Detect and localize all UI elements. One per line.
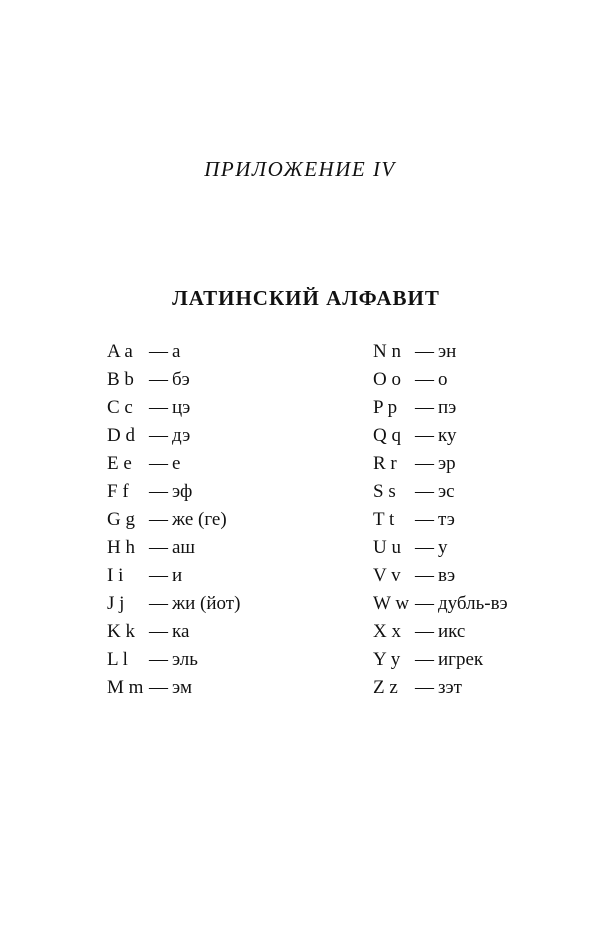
letter-name: дубль-вэ [438, 593, 508, 614]
latin-letters: J j [107, 593, 125, 614]
letter-name: игрек [438, 649, 484, 670]
dash: — [149, 481, 168, 502]
letter-name: у [438, 537, 448, 558]
alphabet-row [373, 478, 508, 506]
alphabet-row [373, 618, 508, 646]
latin-letters: S s [373, 481, 396, 502]
dash: — [415, 481, 434, 502]
letter-name: эль [172, 649, 198, 670]
letter-name: эс [438, 481, 455, 502]
latin-letters: F f [107, 481, 129, 502]
latin-letters: E e [107, 453, 132, 474]
latin-letters: C c [107, 397, 133, 418]
dash: — [149, 425, 168, 446]
alphabet-row [373, 562, 508, 590]
letter-name: е [172, 453, 181, 474]
dash: — [149, 593, 168, 614]
dash: — [149, 397, 168, 418]
alphabet-row [373, 338, 508, 366]
latin-letters: A a [107, 341, 133, 362]
alphabet-row [373, 534, 508, 562]
latin-letters: T t [373, 509, 395, 530]
alphabet-row [107, 422, 240, 450]
latin-letters: B b [107, 369, 134, 390]
alphabet-row [107, 366, 240, 394]
dash: — [415, 565, 434, 586]
dash: — [149, 453, 168, 474]
dash: — [415, 509, 434, 530]
alphabet-column-left [107, 338, 240, 702]
letter-name: о [438, 369, 448, 390]
dash: — [415, 649, 434, 670]
alphabet-row [373, 674, 508, 702]
letter-name: дэ [172, 425, 191, 446]
alphabet-row [373, 590, 508, 618]
latin-letters: Q q [373, 425, 401, 446]
alphabet-row [107, 562, 240, 590]
dash: — [415, 677, 434, 698]
letter-name: эм [172, 677, 193, 698]
letter-name: жи (йот) [172, 593, 241, 614]
letter-name: эр [438, 453, 456, 474]
letter-name: и [172, 565, 183, 586]
dash: — [149, 369, 168, 390]
alphabet-row [373, 646, 508, 674]
dash: — [149, 509, 168, 530]
alphabet-row [373, 506, 508, 534]
latin-letters: Y y [373, 649, 401, 670]
latin-letters: I i [107, 565, 124, 586]
letter-name: же (ге) [172, 509, 227, 530]
letter-name: аш [172, 537, 196, 558]
dash: — [415, 621, 434, 642]
section-title: ЛАТИНСКИЙ АЛФАВИТ [172, 286, 440, 310]
letter-name: ку [438, 425, 457, 446]
alphabet-row [107, 338, 240, 366]
latin-letters: R r [373, 453, 397, 474]
alphabet-row [107, 394, 240, 422]
latin-letters: O o [373, 369, 401, 390]
letter-name: пэ [438, 397, 457, 418]
dash: — [149, 677, 168, 698]
latin-letters: G g [107, 509, 135, 530]
appendix-title: ПРИЛОЖЕНИЕ IV [204, 157, 396, 181]
letter-name: бэ [172, 369, 190, 390]
alphabet-row [107, 450, 240, 478]
alphabet-row [373, 394, 508, 422]
latin-letters: N n [373, 341, 401, 362]
latin-letters: M m [107, 677, 144, 698]
alphabet-column-right [373, 338, 508, 702]
alphabet-row [107, 674, 240, 702]
alphabet-row [107, 478, 240, 506]
latin-letters: P p [373, 397, 398, 418]
alphabet-row [373, 422, 508, 450]
letter-name: цэ [172, 397, 191, 418]
dash: — [415, 453, 434, 474]
dash: — [415, 537, 434, 558]
letter-name: эф [172, 481, 193, 502]
latin-letters: Z z [373, 677, 398, 698]
dash: — [415, 369, 434, 390]
latin-letters: X x [373, 621, 401, 642]
letter-name: вэ [438, 565, 456, 586]
alphabet-row [373, 366, 508, 394]
alphabet-row [107, 590, 240, 618]
dash: — [149, 565, 168, 586]
dash: — [149, 649, 168, 670]
letter-name: а [172, 341, 181, 362]
latin-letters: H h [107, 537, 135, 558]
latin-letters: D d [107, 425, 135, 446]
letter-name: икс [438, 621, 466, 642]
alphabet-row [373, 450, 508, 478]
latin-letters: L l [107, 649, 128, 670]
dash: — [415, 593, 434, 614]
letter-name: ка [172, 621, 190, 642]
dash: — [415, 425, 434, 446]
latin-letters: K k [107, 621, 135, 642]
alphabet-row [107, 534, 240, 562]
letter-name: тэ [438, 509, 455, 530]
letter-name: эн [438, 341, 457, 362]
latin-letters: W w [373, 593, 410, 614]
latin-letters: U u [373, 537, 401, 558]
letter-name: зэт [438, 677, 462, 698]
alphabet-row [107, 506, 240, 534]
dash: — [149, 621, 168, 642]
alphabet-row [107, 646, 240, 674]
latin-letters: V v [373, 565, 401, 586]
dash: — [415, 341, 434, 362]
dash: — [149, 341, 168, 362]
dash: — [149, 537, 168, 558]
alphabet-row [107, 618, 240, 646]
dash: — [415, 397, 434, 418]
